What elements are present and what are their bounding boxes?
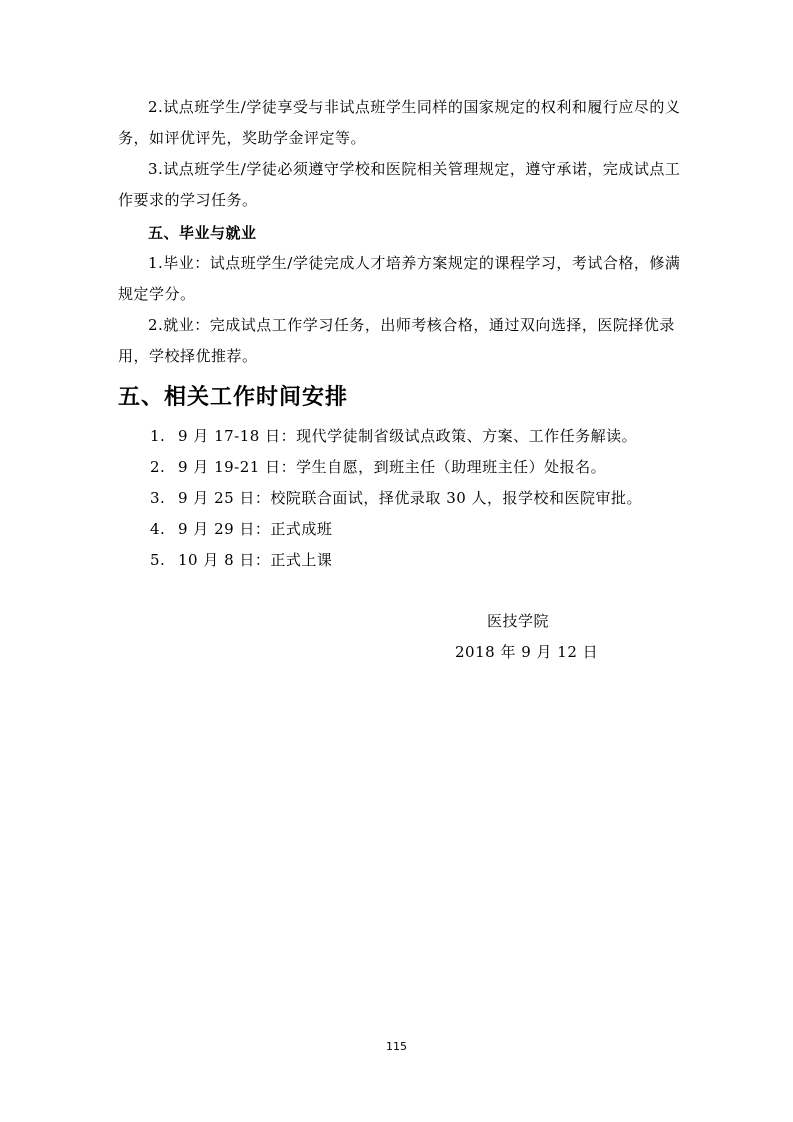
- schedule-item: [150, 425, 637, 446]
- section-title-schedule: 五、相关工作时间安排: [118, 384, 349, 410]
- subheading-graduation-employment: 五、毕业与就业: [148, 224, 257, 242]
- schedule-item-number: 4.: [150, 520, 166, 538]
- schedule-item: [150, 518, 332, 539]
- schedule-item-text: 9 月 29 日：正式成班: [178, 520, 333, 538]
- schedule-item-text: 10 月 8 日：正式上课: [178, 551, 333, 569]
- paragraph-employment: 2.就业：完成试点工作学习任务，出师考核合格，通过双向选择，医院择优录用，学校择优推荐。: [118, 316, 675, 365]
- signature-date: 2018 年 9 月 12 日: [455, 643, 599, 661]
- schedule-item-text: 9 月 17-18 日：现代学徒制省级试点政策、方案、工作任务解读。: [178, 427, 638, 445]
- paragraph-rights-obligations: 2.试点班学生/学徒享受与非试点班学生同样的国家规定的权利和履行应尽的义务，如评优评先，奖助学金评定等。: [118, 98, 681, 147]
- schedule-item-number: 3.: [150, 489, 166, 507]
- schedule-item-number: 2.: [150, 458, 166, 476]
- schedule-item: [150, 487, 642, 508]
- schedule-item-number: 5.: [150, 551, 166, 569]
- schedule-item-text: 9 月 25 日：校院联合面试，择优录取 30 人，报学校和医院审批。: [178, 489, 643, 507]
- paragraph-compliance: 3.试点班学生/学徒必须遵守学校和医院相关管理规定，遵守承诺，完成试点工作要求的学习任务。: [118, 160, 681, 209]
- schedule-item: [150, 549, 332, 570]
- page-number: 115: [386, 1040, 407, 1053]
- schedule-item: [150, 456, 606, 477]
- signature-organization: 医技学院: [487, 612, 550, 630]
- schedule-item-text: 9 月 19-21 日：学生自愿，到班主任（助理班主任）处报名。: [178, 458, 607, 476]
- paragraph-graduation: 1.毕业：试点班学生/学徒完成人才培养方案规定的课程学习，考试合格，修满规定学分。: [118, 254, 681, 303]
- schedule-item-number: 1.: [150, 427, 166, 445]
